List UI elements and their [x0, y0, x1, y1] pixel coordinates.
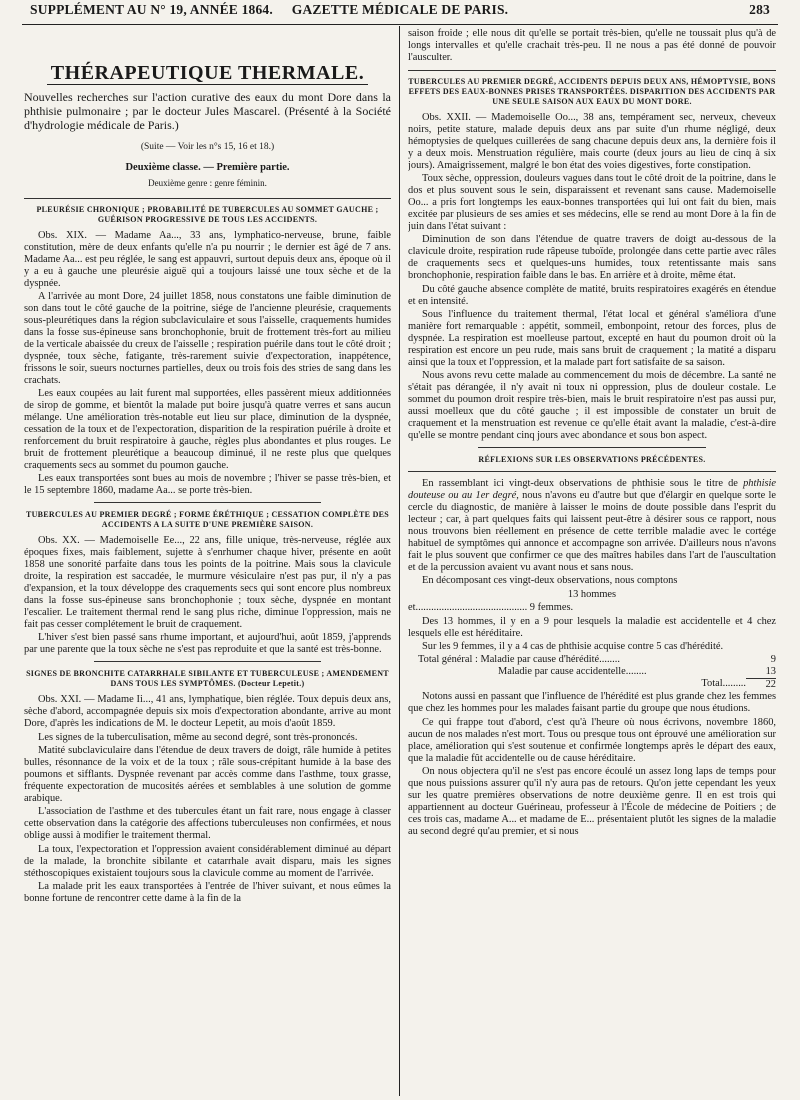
paragraph: Diminution de son dans l'étendue de quatre travers de doigt au-dessous de la clavicule droite, respiration rude râpeuse tuboïde, prolongée dans cette partie avec râles de craquements secs et quelques-uns humides, toux retentissante mais sans bronchophonie, respiration faible dans le bas. En arrière et à droite, même état.: [408, 234, 776, 282]
divider: [408, 471, 776, 472]
class-heading: Deuxième classe. — Première partie.: [125, 161, 290, 173]
genre-heading: Deuxième genre : genre féminin.: [148, 177, 267, 188]
total-accidental-label: Maladie par cause accidentelle........: [498, 666, 647, 678]
paragraph: L'association de l'asthme et des tubercules étant un fait rare, nous engage à classer cette observation dans la catégorie des affections tuberculeuses non confirmées, et nous oblige aussi à modifier le traitement thermal.: [24, 806, 391, 842]
paragraph: Les eaux transportées sont bues au mois de novembre ; l'hiver se passe très-bien, et le 15 septembre 1860, madame Aa... se porte très-bien.: [24, 473, 391, 497]
header-supplement: SUPPLÉMENT AU N° 19, ANNÉE 1864.: [30, 2, 273, 17]
grand-total-value: 22: [746, 678, 776, 691]
paragraph: Obs. XXI. — Madame Ii..., 41 ans, lymphatique, bien réglée. Toux depuis deux ans, sèche d'abord, accompagnée depuis six mois d'expectoration abondante, arrive au mont Dore, d'après les indications de M. le docteur Lepetit, au mois d'août 1859.: [24, 694, 391, 730]
right-column: [408, 28, 776, 1098]
paragraph: Les eaux coupées au lait furent mal supportées, elles passèrent mieux additionnées de sirop de gomme, et bientôt la malade put boire jusqu'à quatre verres et sans aucun mélange. Une amélioration très-notable eut lieu sur place, diminution de la dyspnée, cessation de la toux et de l'expectoration, disparition de la respiration puérile à droite et renforcement du bruit respiratoire à gauche, règles plus abondantes et plus rouges. Le bruit de frottement pleurétique a beaucoup diminué, il ne reste plus que quelques craquements secs au sommet du poumon gauche.: [24, 388, 391, 471]
paragraph: Obs. XXII. — Mademoiselle Oo..., 38 ans, tempérament sec, nerveux, cheveux noirs, petite stature, malade depuis deux ans par suite d'un rhume négligé, deux hémoptysies de quelques cuillerées de sang chacune depuis deux ans, la dernière fois il y a deux mois. Menstruation régulière, mais courte (deux jours au lieu de cinq à six jours). Amaigrissement, malgré le bon état des voies digestives, forte constipation.: [408, 111, 776, 171]
observation-heading: SIGNES DE BRONCHITE CATARRHALE SIBILANTE ET TUBERCULEUSE ; AMENDEMENT DANS TOUS LES SYMPTÔMES. (Docteur Lepetit.): [26, 669, 389, 689]
divider: [94, 661, 321, 662]
paragraph: Ce qui frappe tout d'abord, c'est qu'à l'heure où nous écrivons, novembre 1860, aucun de nos malades n'est mort. Tous ou presque tous ont éprouvé une amélioration sur place, amélioration qui s'est soutenue et confirmée longtemps après le départ des eaux, que la maladie fût accidentelle ou de cause héréditaire.: [408, 716, 776, 764]
paragraph: Les signes de la tuberculisation, même au second degré, sont très-prononcés.: [38, 731, 358, 743]
total-heredity-label: Total général : Maladie par cause d'hérédité........: [418, 654, 620, 666]
paragraph: En décomposant ces vingt-deux observations, nous comptons: [422, 575, 678, 587]
paragraph: En rassemblant ici vingt-deux observations de phthisie sous le titre de phthisie douteuse ou au 1er degré, nous n'avons eu d'autre but que d'élargir en quelque sorte le cercle du diagnostic, de manière à laisser le moins de doute possible dans l'esprit du lecteur ; car, à part quelques faits qui laissent peut-être à désirer sous ce rapport, nous nous trouvons bien réellement en présence de cette terrible maladie avec le cortége habituel de symptômes qui annonce et accompagne son arrivée. D'ailleurs nous n'avons fait le plus souvent que confirmer ce que des maîtres habiles dans l'art de l'auscultation et de la percussion avaient vu avant nous et sans nous.: [408, 478, 776, 573]
running-header: [30, 2, 770, 22]
paragraph: Obs. XIX. — Madame Aa..., 33 ans, lymphatico-nerveuse, brune, faible constitution, mère de deux enfants qu'elle n'a pu nourrir ; le dernier est âgé de 7 ans. Madame Aa... est peu réglée, le sang est appauvri, surtout depuis deux ans, époque où il y a eu à gauche une pleurésie aiguë qui a toujours laissé une toux sèche et de la dyspnée.: [24, 229, 391, 289]
column-divider: [399, 26, 400, 1096]
paragraph: A l'arrivée au mont Dore, 24 juillet 1858, nous constatons une faible diminution de son dans tout le côté gauche de la poitrine, siége de l'ancienne pleurésie, craquements sous-pleurétiques dans la région subclaviculaire et sous l'aisselle, craquements humides dans la fosse sus-épineuse sans bronchophonie, bruit de frottement très-fort au milieu de la verticale abaissée du creux de l'aisselle ; respiration puérile dans tout le côté droit ; dyspnée, toux sèche, fatigante, très-rarement suivie d'expectoration, inappétence, frissons le soir, sueurs nocturnes partielles, deux ou trois fois des stries de sang dans les crachats.: [24, 291, 391, 386]
paragraph: La malade prit les eaux transportées à l'entrée de l'hiver suivant, et nous eûmes la bonne fortune de rencontrer cette dame à la fin de la: [24, 881, 391, 905]
paragraph: Nous avons revu cette malade au commencement du mois de décembre. La santé ne s'était pas dérangée, il n'y avait ni toux ni oppression, plus de douleur costale. Le sommet du poumon droit respire très-bien, mais le bruit respiratoire n'est pas aussi pur, aussi moelleux que du côté gauche ; il est impossible de constater un bruit de craquement et la menstruation est revenue ce qu'elle était avant la maladie, c'est-à-dire qu'elle se montre pendant cinq jours avec abondance et sous bon aspect.: [408, 370, 776, 442]
total-accidental-value: 13: [765, 666, 776, 678]
paragraph: La toux, l'expectoration et l'oppression avaient considérablement diminué au départ de la malade, la bronchite sibilante et catarrhale avait disparu, mais les signes stéthoscopiques existaient toujours sous la clavicule comme au moment de l'arrivée.: [24, 843, 391, 879]
totals-table: [418, 654, 776, 691]
observation-heading: TUBERCULES AU PREMIER DEGRÉ ; FORME ÉRÉTHIQUE ; CESSATION COMPLÈTE DES ACCIDENTS A LA SUITE D'UNE PREMIÈRE SAISON.: [25, 510, 390, 530]
paragraph: Du côté gauche absence complète de matité, bruits respiratoires exagérés en étendue et en intensité.: [408, 283, 776, 307]
observation-heading: PLEURÉSIE CHRONIQUE ; PROBABILITÉ DE TUBERCULES AU SOMMET GAUCHE ; GUÉRISON PROGRESSIVE DE TOUS LES ACCIDENTS.: [36, 204, 379, 224]
total-heredity-value: 9: [770, 654, 776, 666]
paragraph: On nous objectera qu'il ne s'est pas encore écoulé un assez long laps de temps pour que nous puissions assurer qu'il n'y aura pas de retours. Qu'on jette cependant les yeux sur les quatre premières observations de notre deuxième genre. Il en est trois qui appartiennent au docteur Guérineau, professeur à l'École de médecine de Poitiers ; de ces trois cas, madame A... et madame de E... présentaient plutôt les signes de la maladie au second degré qu'au premier, et si nous: [408, 766, 776, 837]
divider: [408, 70, 776, 71]
count-men: 13 hommes: [567, 588, 617, 600]
paragraph: L'hiver s'est bien passé sans rhume important, et aujourd'hui, août 1859, j'apprends par une parente que la toux sèche ne s'est pas reproduite et que la santé est très-bonne.: [24, 632, 391, 656]
count-women: et........................................... 9 femmes.: [408, 602, 574, 614]
header-rule: [22, 24, 778, 25]
grand-total-label: Total.........: [701, 678, 746, 690]
paragraph: Obs. XX. — Mademoiselle Ee..., 22 ans, fille unique, très-nerveuse, réglée aux époques fixes, mais faiblement, sujette à s'enrhumer chaque hiver, présente en août 1858 une sonorité parfaite dans tous les points de la poitrine. Mais sous la clavicule droite, la respiration est saccadée, le murmure vésiculaire n'est pas pur, il n'y a pas d'expansion, et la toux développe des craquements secs qui sont encore plus nombreux dans la fosse sus-épineuse sans bronchophonie ; toux sèche, dyspnée en montant l'escalier. Le traitement thermal rend le sang plus riche, diminue l'oppression, mais ne fait pas cesser complétement le bruit de craquement.: [24, 535, 391, 630]
divider: [24, 198, 391, 199]
observation-heading: TUBERCULES AU PREMIER DEGRÉ, ACCIDENTS DEPUIS DEUX ANS, HÉMOPTYSIE, BONS EFFETS DES EAUX-BONNES PRISES TRANSPORTÉES. DISPARITION DES ACCIDENTS PAR UNE SEULE SAISON AUX EAUX DU MONT DORE.: [408, 76, 776, 106]
paragraph: saison froide ; elle nous dit qu'elle se portait très-bien, qu'elle ne toussait plus qu'à de longs intervalles et qu'elle crachait très-peu. Il ne nous a pas été donné de pouvoir l'ausculter.: [408, 28, 776, 63]
article-title: Nouvelles recherches sur l'action curative des eaux du mont Dore dans la phthisie pulmonaire ; par le docteur Jules Mascarel. (Présenté à la Société d'hydrologie médicale de Paris.): [24, 90, 391, 132]
paragraph: Des 13 hommes, il y en a 9 pour lesquels la maladie est accidentelle et 4 chez lesquels elle est héréditaire.: [408, 615, 776, 639]
paragraph: Toux sèche, oppression, douleurs vagues dans tout le côté droit de la poitrine, dans le dos et plus souvent sous le sein, disparaissent et revenant sans cause. Mademoiselle Oo... a pris fort longtemps les eaux-bonnes transportées qui lui ont fait du bien, mais excitée par plusieurs de ses amies et ses médecins, elle se rend au mont Dore à la fin de juin dans l'état suivant :: [408, 173, 776, 232]
paragraph: Sur les 9 femmes, il y a 4 cas de phthisie acquise contre 5 cas d'hérédité.: [422, 640, 724, 652]
left-column: [24, 28, 391, 1098]
reflections-heading: RÉFLEXIONS SUR LES OBSERVATIONS PRÉCÉDENTES.: [478, 455, 706, 465]
continuation-note: (Suite — Voir les n°s 15, 16 et 18.): [140, 142, 275, 152]
paragraph: Sous l'influence du traitement thermal, l'état local et général s'améliora d'une manière fort remarquable : appétit, sommeil, embonpoint, retour des forces, plus de dyspnée. La respiration est moelleuse partout, excepté en haut du poumon droit où la respiration est encore un peu rude, mais sans bruit de craquement ; la matité a disparu ainsi que la toux et l'oppression, et la malade part fort satisfaite de sa saison.: [408, 309, 776, 368]
page-number: 283: [749, 2, 770, 17]
header-journal-title: GAZETTE MÉDICALE DE PARIS.: [291, 2, 509, 17]
paragraph: Notons aussi en passant que l'influence de l'hérédité est plus grande chez les femmes que chez les hommes pour les malades faisant partie du groupe que nous étudions.: [408, 691, 776, 715]
divider: [94, 502, 321, 503]
section-title: THÉRAPEUTIQUE THERMALE.: [24, 62, 391, 84]
paragraph: Matité subclaviculaire dans l'étendue de deux travers de doigt, râle humide à petites bulles, résonnance de la voix et de la toux ; râle sous-crépitant humide à la base des poumons et sifflants. Dyspnée revenant par accès comme dans l'asthme, toux grasse, fréquente expectoration de mucosités aérées et semblables à une solution de gomme arabique.: [24, 745, 391, 804]
divider: [478, 447, 706, 448]
emphasis: phthisie douteuse ou au 1er degré: [408, 478, 776, 502]
